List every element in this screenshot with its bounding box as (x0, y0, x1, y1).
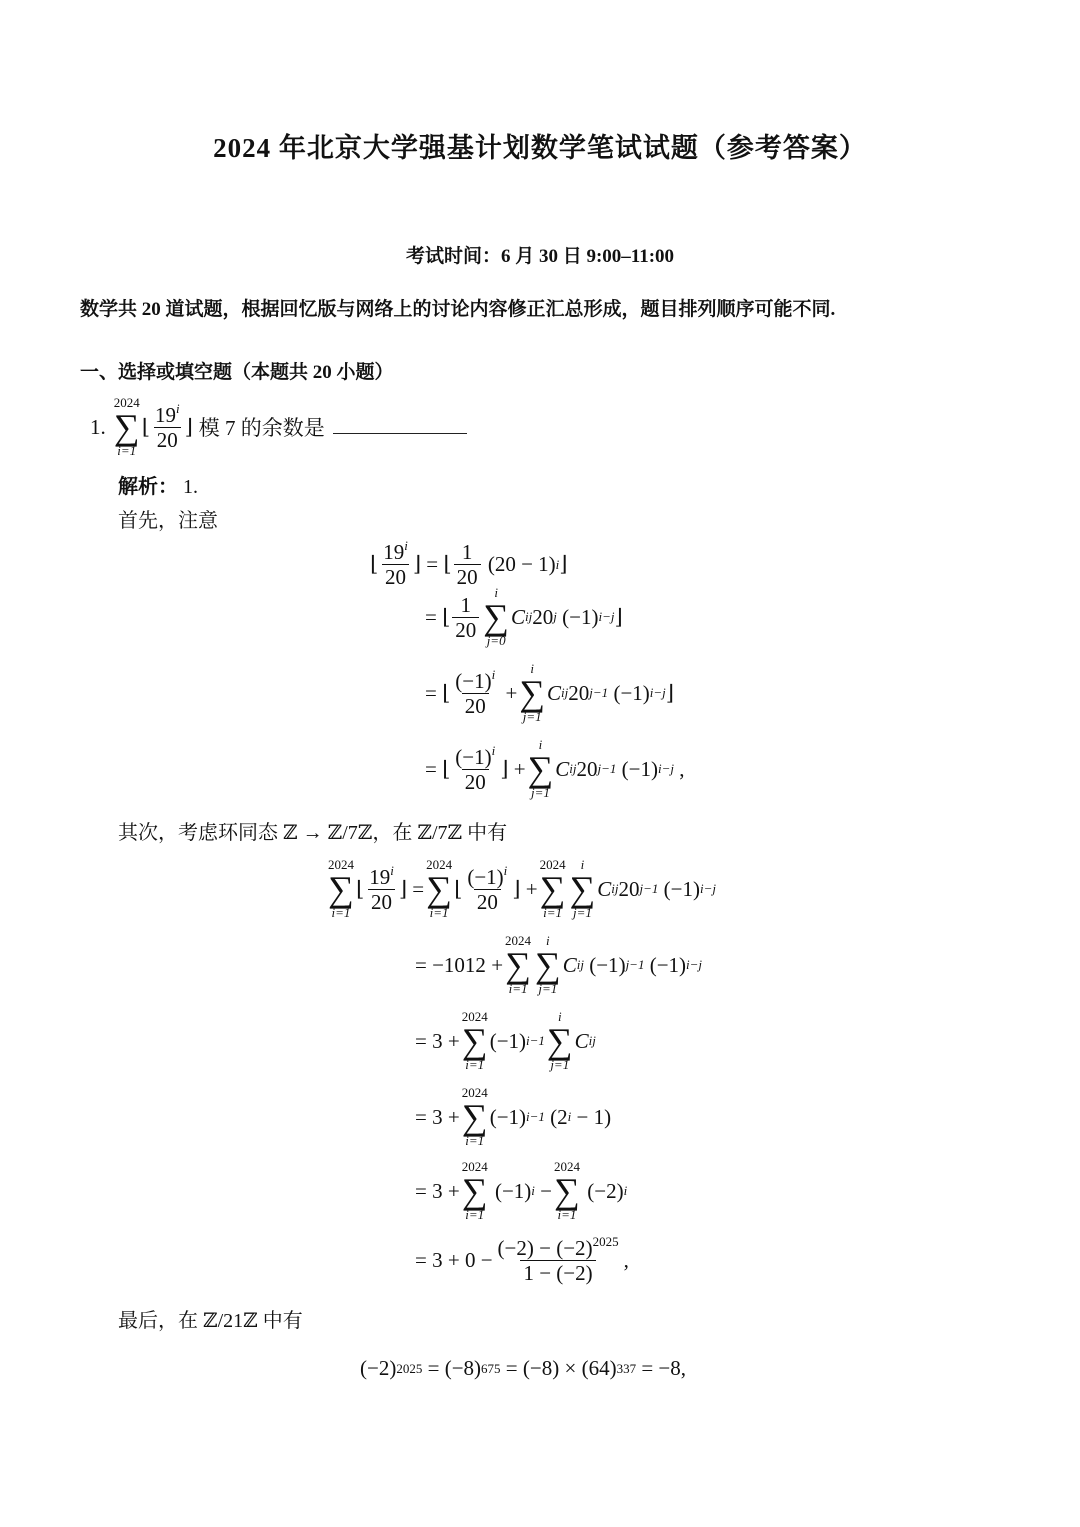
answer-blank (333, 433, 467, 434)
exam-time: 考试时间：6 月 30 日 9:00–11:00 (405, 246, 675, 267)
derivation2-line-2: = −1012 + 2024 ∑ i=1 i ∑ j=1 C i j ( −1 ) j−1 ( −1 ) i−j (415, 933, 703, 996)
document-note: 数学共 20 道试题，根据回忆版与网络上的讨论内容修正汇总形成，题目排列顺序可能不同. (80, 299, 836, 320)
document-title: 2024 年北京大学强基计划数学笔试试题（参考答案） (213, 133, 867, 163)
fraction: $\frac{19^i}{20}$ (154, 400, 180, 452)
sum-symbol: 2024 ∑ i=1 (113, 395, 140, 458)
derivation2-line-1: 2024 ∑ i=1 ⌊ $\frac{19^i}{20}$ ⌋ = 2024 ∑ i=1 ⌊ $\frac{(-1)^i}{20}$ ⌋ + 2024 ∑ i=1 i ∑ j=1 C i j 20 j−1 ( −1 ) i−j (328, 857, 717, 920)
step-3-text: 最后，在 ℤ/21ℤ 中有 (118, 1310, 303, 1332)
derivation1-line-1: ⌊ $\frac{19^i}{20}$ ⌋ = ⌊ $\frac{1}{20}$ ( 20 − 1 ) i ⌋ (370, 538, 568, 589)
derivation2-line-5: = 3 + 2024 ∑ i=1 ( −1 ) i − 2024 ∑ i=1 ( −2 ) i (415, 1159, 628, 1222)
derivation1-line-4: = ⌊ $\frac{(-1)^i}{20}$ ⌋ + i ∑ j=1 C i j 20 j−1 ( −1 ) i−j , (425, 737, 685, 800)
step-1-text: 首先，注意 (118, 510, 218, 532)
step-2-text: 其次，考虑环同态 ℤ → ℤ/7ℤ，在 ℤ/7ℤ 中有 (118, 822, 508, 844)
answer-label: 解析： (118, 476, 178, 498)
derivation2-line-4: = 3 + 2024 ∑ i=1 ( −1 ) i−1 ( 2 i − 1 ) (415, 1085, 612, 1148)
derivation3-line: ( −2 ) 2025 = ( −8 ) 675 = ( −8 ) × ( 64 ) 337 = −8 , (360, 1356, 686, 1380)
answer-line (118, 470, 198, 499)
section-heading: 一、选择或填空题（本题共 20 小题） (80, 362, 394, 383)
derivation1-line-3: = ⌊ $\frac{(-1)^i}{20}$ + i ∑ j=1 C i j 20 j−1 ( −1 ) i−j ⌋ (425, 661, 674, 724)
answer-value: 1. (183, 476, 198, 498)
derivation2-line-3: = 3 + 2024 ∑ i=1 ( −1 ) i−1 i ∑ j=1 C i j (415, 1009, 596, 1072)
question-number: 1. (90, 414, 106, 439)
question-prompt: 模 7 的余数是 (198, 416, 325, 440)
derivation1-line-2: = ⌊ $\frac{1}{20}$ i ∑ j=0 C i j 20 j ( −1 ) i−j ⌋ (425, 585, 623, 648)
question-1: 1. 2024 ∑ i=1 ⌊ $\frac{19^i}{20}$ ⌋ 模 7 的余数是 (90, 396, 467, 458)
derivation2-line-6: = 3 + 0 − $\frac{(-2) - (-2)^{2025}}{1 - (-2)}$ , (415, 1234, 629, 1285)
